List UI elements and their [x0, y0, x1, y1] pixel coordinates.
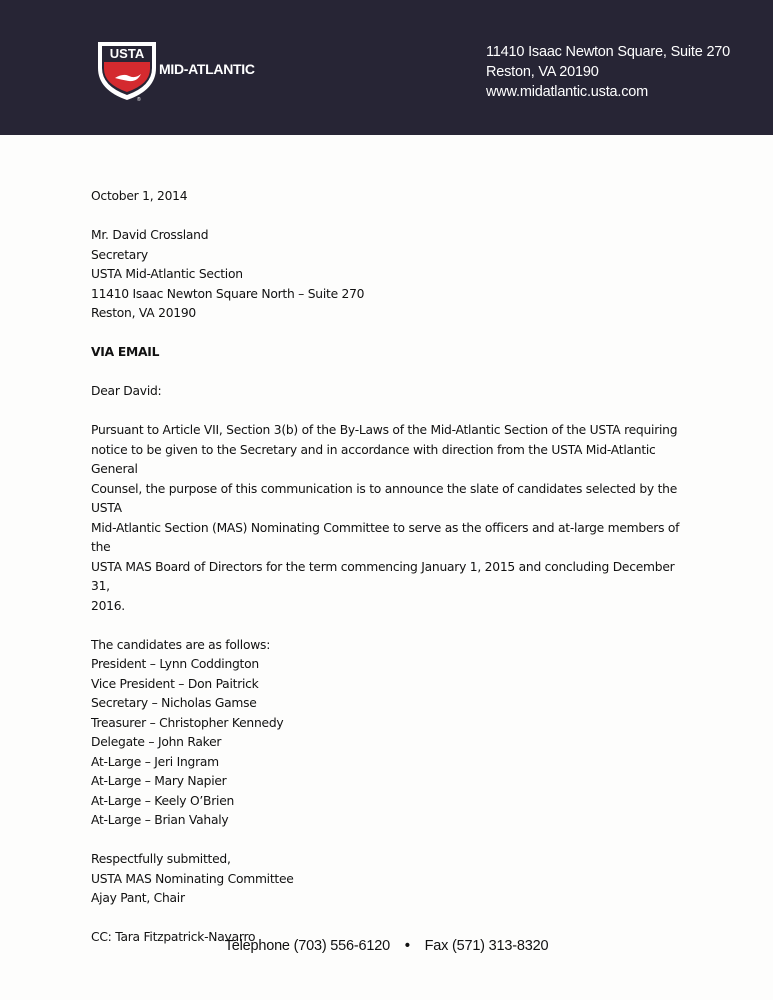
recipient-line: USTA Mid-Atlantic Section [91, 267, 243, 281]
candidate-item: At-Large – Keely O’Brien [91, 793, 235, 808]
delivery-method: VIA EMAIL [91, 345, 160, 359]
cc-line: CC: Tara Fitzpatrick-Navarro [91, 930, 256, 944]
address-city: Reston, VA 20190 [486, 64, 599, 80]
closing-line: Ajay Pant, Chair [91, 891, 185, 905]
recipient-line: Reston, VA 20190 [91, 306, 196, 320]
candidate-item: At-Large – Brian Vahaly [91, 813, 229, 827]
svg-text:®: ® [137, 97, 141, 102]
letterhead-band [0, 0, 773, 135]
candidate-item: Treasurer – Christopher Kennedy [91, 715, 284, 730]
closing-line: USTA MAS Nominating Committee [91, 871, 294, 886]
letter-footer [0, 938, 773, 954]
recipient-line: 11410 Isaac Newton Square North – Suite 270 [91, 286, 365, 301]
salutation: Dear David: [91, 384, 162, 398]
address-street: 11410 Isaac Newton Square, Suite 270 [486, 44, 731, 60]
footer-separator: • [404, 938, 410, 954]
candidate-item: Vice President – Don Paitrick [91, 676, 259, 691]
letter-body [91, 187, 691, 948]
closing-line: Respectfully submitted, [91, 852, 231, 866]
body-line: Pursuant to Article VII, Section 3(b) of the By-Laws of the Mid-Atlantic Section of the USTA requiring [91, 423, 678, 437]
body-line: USTA MAS Board of Directors for the term commencing January 1, 2015 and concluding December 31, [91, 559, 675, 593]
recipient-line: Mr. David Crossland [91, 228, 209, 242]
body-line: notice to be given to the Secretary and in accordance with direction from the USTA Mid-Atlantic General [91, 442, 656, 476]
footer-fax: Fax (571) 313-8320 [424, 938, 549, 954]
body-line: Counsel, the purpose of this communication is to announce the slate of candidates selected by the USTA [91, 481, 678, 515]
candidate-item: At-Large – Mary Napier [91, 774, 227, 788]
letterhead-address [486, 42, 730, 102]
recipient-line: Secretary [91, 247, 148, 262]
usta-mid-atlantic-logo [95, 40, 265, 102]
svg-text:USTA: USTA [109, 46, 145, 61]
candidate-item: President – Lynn Coddington [91, 657, 259, 671]
footer-telephone: Telephone (703) 556-6120 [224, 938, 390, 954]
candidate-item: At-Large – Jeri Ingram [91, 754, 219, 769]
body-line: Mid-Atlantic Section (MAS) Nominating Committee to serve as the officers and at-large members of the [91, 520, 680, 554]
candidate-item: Secretary – Nicholas Gamse [91, 696, 257, 710]
usta-shield-icon [95, 40, 159, 102]
candidates-intro: The candidates are as follows: [91, 637, 271, 652]
letter-date: October 1, 2014 [91, 189, 188, 203]
logo-section-name: MID-ATLANTIC [159, 61, 255, 77]
candidate-item: Delegate – John Raker [91, 735, 222, 749]
address-website: www.midatlantic.usta.com [486, 84, 649, 100]
body-line: 2016. [91, 598, 125, 613]
